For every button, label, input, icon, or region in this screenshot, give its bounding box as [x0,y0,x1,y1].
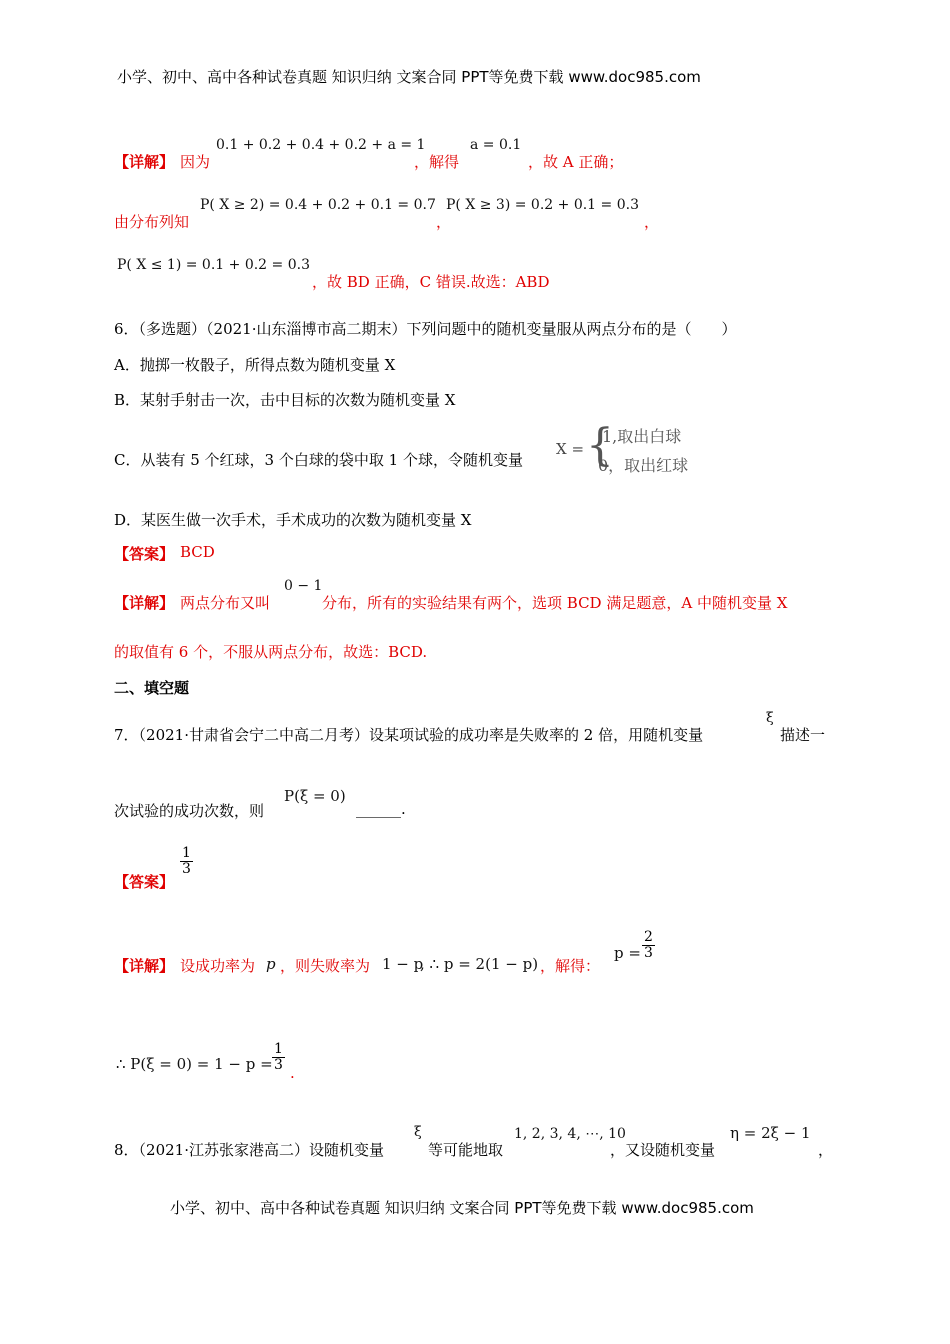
q7-detail-fraction [642,930,655,962]
q6-option-c: C．从装有 5 个红球，3 个白球的袋中取 1 个球，令随机变量 [114,451,523,469]
q5-text-because: 因为 [180,153,211,171]
q7-detail-numerator: 2 [644,929,653,945]
q5-equation-a: a = 0.1 [470,137,522,153]
q7-final-numerator: 1 [274,1041,283,1057]
q5-equation-px-le1: P( X ≤ 1) = 0.1 + 0.2 = 0.3 [117,257,310,273]
q7-detail-p: p [266,955,276,973]
q7-equation-p-xi-0: P(ξ = 0) [284,787,346,805]
q7-equation-final: ∴ P(ξ = 0) = 1 − p = [116,1055,273,1073]
q7-stem-a: 7．（2021·甘肃省会宁二中高二月考）设某项试验的成功率是失败率的 2 倍，用随机变量 [114,726,704,744]
q7-equation-relation: , ∴ p = 2(1 − p) [420,955,539,973]
q6-detail-a: 两点分布又叫 [180,594,271,612]
q6-option-c-case2: 0，取出红球 [598,456,689,475]
q5-detail-label: 【详解】 [114,153,175,171]
q7-equation-p-equals: p = [614,944,641,962]
q7-xi-symbol: ξ [766,710,774,726]
q7-detail-c: ，解得： [540,957,601,975]
q8-stem-d: ， [818,1141,834,1159]
q6-equation-0-1: 0 − 1 [284,578,323,594]
q5-text-solve: ，解得 [414,153,460,171]
q6-option-d: D．某医生做一次手术，手术成功的次数为随机变量 X [114,511,472,529]
q6-stem: 6．（多选题）（2021·山东淄博市高二期末）下列问题中的随机变量服从两点分布的是（ ） [114,320,737,338]
q5-text-conclusion: ，故 BD 正确，C 错误.故选：ABD [312,273,550,291]
q5-comma-2: ， [644,213,660,231]
q7-stem-c: 次试验的成功次数，则 [114,802,265,820]
q5-equation-sum: 0.1 + 0.2 + 0.4 + 0.2 + a = 1 [216,137,426,153]
q8-stem-a: 8．（2021·江苏张家港高二）设随机变量 [114,1141,384,1159]
q7-final-period: . [290,1064,295,1082]
q7-stem-b: 描述一 [780,726,826,744]
q8-stem-b: 等可能地取 [428,1141,504,1159]
q7-answer-label: 【答案】 [114,873,175,891]
q7-detail-a: 设成功率为 [180,957,256,975]
q7-detail-denominator: 3 [644,945,653,962]
q6-option-c-brace: { [586,420,614,471]
q6-answer: BCD [180,543,215,561]
q7-equation-fail-rate: 1 − p [382,955,424,973]
q5-text-a-correct: ，故 A 正确； [528,153,624,171]
q7-detail-b: ，则失败率为 [280,957,371,975]
q8-xi-symbol: ξ [414,1124,422,1140]
q5-text-from-table: 由分布列知 [114,213,190,231]
q6-detail-label: 【详解】 [114,594,175,612]
q6-option-b: B．某射手射击一次，击中目标的次数为随机变量 X [114,391,456,409]
q8-equation-eta: η = 2ξ − 1 [730,1124,811,1142]
q7-detail-label: 【详解】 [114,957,175,975]
q7-final-denominator: 3 [274,1057,283,1074]
q7-answer-fraction [180,846,193,878]
q7-final-fraction [272,1042,285,1074]
page-header: 小学、初中、高中各种试卷真题 知识归纳 文案合同 PPT等免费下载 www.doc985.com [117,68,701,86]
q7-answer-numerator: 1 [182,845,191,861]
q8-equation-values: 1, 2, 3, 4, ⋯, 10 [514,1126,626,1142]
q6-answer-label: 【答案】 [114,545,175,563]
q5-comma-1: ， [436,213,452,231]
q6-option-a: A．抛掷一枚骰子，所得点数为随机变量 X [114,356,396,374]
q6-detail-b: 分布，所有的实验结果有两个，选项 BCD 满足题意，A 中随机变量 X [322,594,788,612]
q6-detail-c: 的取值有 6 个，不服从两点分布，故选：BCD. [114,643,428,661]
q5-equation-px-ge3: P( X ≥ 3) = 0.2 + 0.1 = 0.3 [446,197,639,213]
q6-option-c-x: X = [556,440,585,458]
page-footer: 小学、初中、高中各种试卷真题 知识归纳 文案合同 PPT等免费下载 www.doc985.com [170,1199,754,1217]
q6-option-c-case1: 1,取出白球 [602,427,682,446]
q8-stem-c: ，又设随机变量 [610,1141,716,1159]
section-title-fill-blank: 二、填空题 [114,679,190,697]
q5-equation-px-ge2: P( X ≥ 2) = 0.4 + 0.2 + 0.1 = 0.7 [200,197,436,213]
q7-answer-blank: ______. [356,800,406,818]
q7-answer-denominator: 3 [182,861,191,878]
